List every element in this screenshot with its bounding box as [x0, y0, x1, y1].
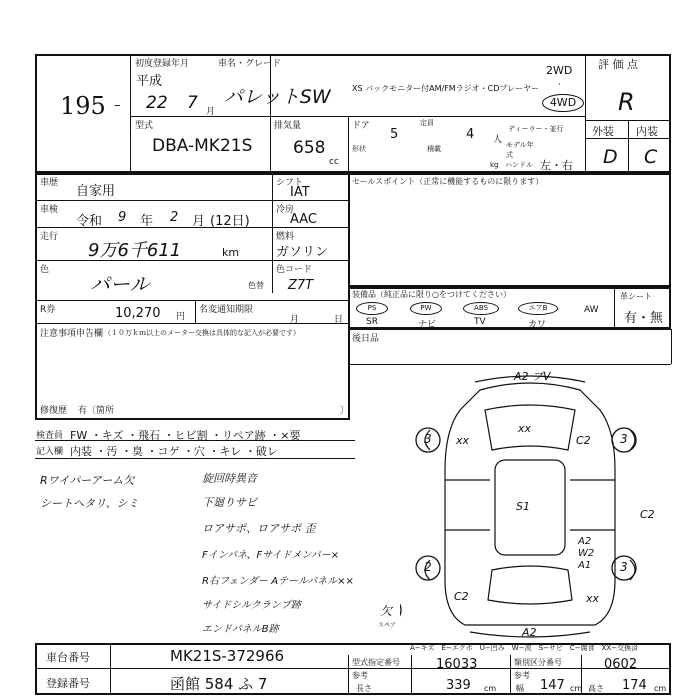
handle-value: 左・右	[540, 159, 573, 172]
registration-month: 7	[187, 93, 198, 113]
equip-ps: PS	[356, 302, 388, 315]
car-roof	[495, 460, 565, 555]
kg-label: kg	[490, 161, 499, 169]
note-right-6: サイドシルクランプ跡	[202, 600, 301, 611]
dealer-label: ディーラー・並行	[508, 125, 564, 133]
inspection-year-unit: 年	[140, 214, 154, 229]
rear-seat-label: 後日品	[352, 334, 380, 344]
color-label: 色	[40, 265, 50, 275]
note-right-5: R右フェンダー Aテールパネル××	[202, 576, 354, 587]
color-no-label: 色替	[248, 281, 264, 290]
sales-point-label: セールスポイント（正常に機能するものに限ります）	[352, 177, 544, 186]
chassis-value: MK21S-372966	[170, 647, 285, 665]
model-year-label: モデル年式	[506, 141, 534, 159]
note-left-2: シートヘタリ、シミ	[40, 497, 139, 510]
plate-value: 函館 584 ふ 7	[170, 675, 268, 693]
capacity-label: 定員	[420, 119, 434, 127]
inspector-label2: 記入欄	[36, 447, 64, 457]
interior-label: 内装	[636, 125, 658, 138]
doors: 5	[390, 127, 399, 142]
tire-fl-value: 3	[424, 432, 432, 446]
equip-navi: ナビ	[418, 320, 437, 330]
tire-fr-value: 3	[620, 432, 628, 446]
shift-value: IAT	[290, 185, 310, 200]
exterior-label: 外装	[592, 125, 614, 138]
registration-era: 平成	[136, 74, 163, 89]
right-mid-frame	[348, 173, 671, 287]
grade-score: R	[618, 88, 635, 116]
equip-abs: ABS	[463, 302, 499, 315]
tire-rl-value: 2	[424, 560, 432, 574]
equipment-label: 装備品（純正品に限り○をつけてください）	[352, 290, 511, 299]
mark-c2-bl: C2	[454, 590, 469, 603]
sheet-label: 革シート	[620, 292, 652, 301]
note-right-2: 下廻りサビ	[202, 496, 257, 509]
color-code: Z7T	[288, 278, 314, 293]
plate-label: 登録番号	[46, 677, 90, 690]
width-label: 幅	[516, 684, 524, 693]
sheet-value: 有・無	[624, 311, 664, 326]
mark-s1: S1	[516, 500, 530, 513]
capacity: 4	[466, 127, 475, 142]
mark-top: A2 ブV	[514, 370, 551, 383]
tire-rr-value: 3	[620, 560, 628, 574]
fuel-label: 燃料	[276, 232, 295, 242]
displacement-value: 658	[293, 138, 326, 158]
car-diagram	[400, 370, 680, 640]
recycle-label: R券	[40, 305, 56, 315]
length-label: 長さ	[356, 684, 372, 693]
length-value: 339	[446, 678, 471, 693]
displacement-label: 排気量	[274, 121, 302, 131]
mark-a1: A1	[578, 560, 592, 571]
mark-a2: A2	[578, 536, 592, 547]
equip-leather: カワ	[528, 320, 547, 330]
model-name: パレットSW	[224, 86, 331, 108]
inspector-row1: FW ・キズ ・飛石 ・ヒビ割 ・リペア跡 ・×要	[70, 429, 301, 442]
registration-month-unit: 月	[206, 107, 216, 117]
type-spec-value: 16033	[436, 657, 478, 672]
notice-label: 名変通知期限	[199, 305, 254, 315]
model-label: 車名・グレード	[218, 59, 282, 69]
notice-day: 日	[334, 315, 344, 325]
note-right-7: エンドパネルB跡	[202, 624, 279, 635]
class-value: 0602	[604, 657, 638, 672]
mark-w2: W2	[578, 548, 595, 559]
type-spec-label: 型式指定番号	[352, 658, 400, 667]
mileage-unit: km	[222, 246, 240, 259]
inspector-label1: 検査員	[36, 431, 64, 441]
inspector-row2: 内装 ・汚 ・臭 ・コゲ ・穴 ・キレ ・破レ	[70, 445, 278, 458]
recycle-value: 10,270	[115, 306, 161, 321]
height-label: 高さ	[588, 684, 604, 693]
shift-label: シフト	[276, 178, 304, 188]
ref1-label: 参考	[352, 671, 368, 680]
inspection-month-unit: 月	[192, 214, 206, 229]
ac-label: 冷房	[276, 205, 295, 215]
spare-label: スペア	[378, 622, 397, 629]
mileage-label: 走行	[40, 232, 59, 242]
door-label: ドア	[352, 121, 370, 131]
length-unit: cm	[484, 684, 497, 693]
mileage-value: 9万6千611	[88, 240, 182, 261]
drive-dot: ·	[558, 80, 561, 90]
equip-airbag: エアB	[518, 302, 558, 315]
repair-label: 修復歴	[40, 406, 68, 416]
ac-value: AAC	[290, 212, 317, 227]
mark-xx-left: xx	[456, 434, 470, 447]
drive-4wd: 4WD	[542, 94, 584, 112]
inspection-day: (12日)	[210, 214, 250, 229]
shape-label: 形状	[352, 145, 366, 153]
note-right-1: 旋回時異音	[202, 472, 257, 485]
color-value: パール	[90, 272, 150, 296]
spare-mark: 欠	[380, 604, 393, 618]
height-unit: cm	[654, 684, 667, 693]
recycle-unit: 円	[176, 312, 186, 322]
equip-pw: PW	[410, 302, 442, 315]
ref2-label: 参考	[514, 671, 530, 680]
load-label: 積載	[427, 145, 441, 153]
history-label: 車歴	[40, 178, 59, 188]
car-body-outline	[445, 383, 615, 625]
notes-label: 注意事項申告欄	[40, 329, 104, 339]
type-value: DBA-MK21S	[152, 136, 253, 156]
note-left-1: Rワイパーアーム欠	[40, 474, 135, 487]
model-grade: XS バックモニター付AM/FMラジオ・CDプレーヤー	[352, 84, 540, 93]
inspection-month: 2	[170, 210, 179, 225]
type-label: 型式	[135, 121, 154, 131]
class-label: 類別区分番号	[514, 658, 562, 667]
width-value: 147	[540, 678, 565, 693]
color-code-label: 色コード	[276, 265, 313, 275]
grade-label: 評 価 点	[598, 58, 638, 71]
height-value: 174	[622, 678, 647, 693]
equip-tv: TV	[474, 317, 486, 327]
equip-aw: AW	[584, 305, 599, 315]
mark-c2-right: C2	[576, 434, 591, 447]
mark-xx-br: xx	[586, 592, 600, 605]
lot-number: 195	[60, 92, 106, 120]
chassis-label: 車台番号	[46, 651, 90, 664]
notice-month: 月	[290, 315, 300, 325]
inspection-year: 9	[118, 210, 127, 225]
spare-tire-circle	[400, 597, 401, 623]
repair-value: 有〔箇所	[78, 406, 115, 416]
note-right-3: ロアサポ、ロアサポ 歪	[202, 522, 316, 535]
mark-a2-bottom: A2	[522, 626, 537, 639]
drive-2wd: 2WD	[546, 64, 573, 77]
handle-label: ハンドル	[505, 161, 533, 169]
mark-xx-top: xx	[518, 422, 532, 435]
registration-year: 22	[146, 93, 168, 113]
repair-close: 〕	[340, 406, 350, 416]
width-unit: cm	[570, 684, 583, 693]
interior-grade: C	[644, 146, 658, 168]
person-unit: 人	[493, 135, 503, 145]
mark-c2-far: C2	[640, 508, 655, 521]
car-rear-window	[488, 566, 572, 604]
exterior-grade: D	[603, 146, 618, 168]
note-right-4: Fインパネ、Fサイドメンバー×	[202, 550, 340, 561]
inspection-label: 車検	[40, 205, 59, 215]
displacement-unit: cc	[329, 157, 339, 167]
history-value: 自家用	[76, 184, 116, 199]
inspection-era: 令和	[76, 214, 103, 229]
registration-label: 初度登録年月	[135, 59, 190, 69]
lot-dash: –	[114, 98, 121, 113]
equip-sr: SR	[366, 317, 378, 327]
legend: A−キズ E−エクボ U−凹み W−波 S−サビ C−腐食 XX−交換済	[410, 644, 639, 652]
fuel-value: ガソリン	[276, 245, 329, 260]
notes-sub: （１０万ｋｍ以上のメーター交換は具体的な記入が必要です）	[104, 329, 300, 337]
